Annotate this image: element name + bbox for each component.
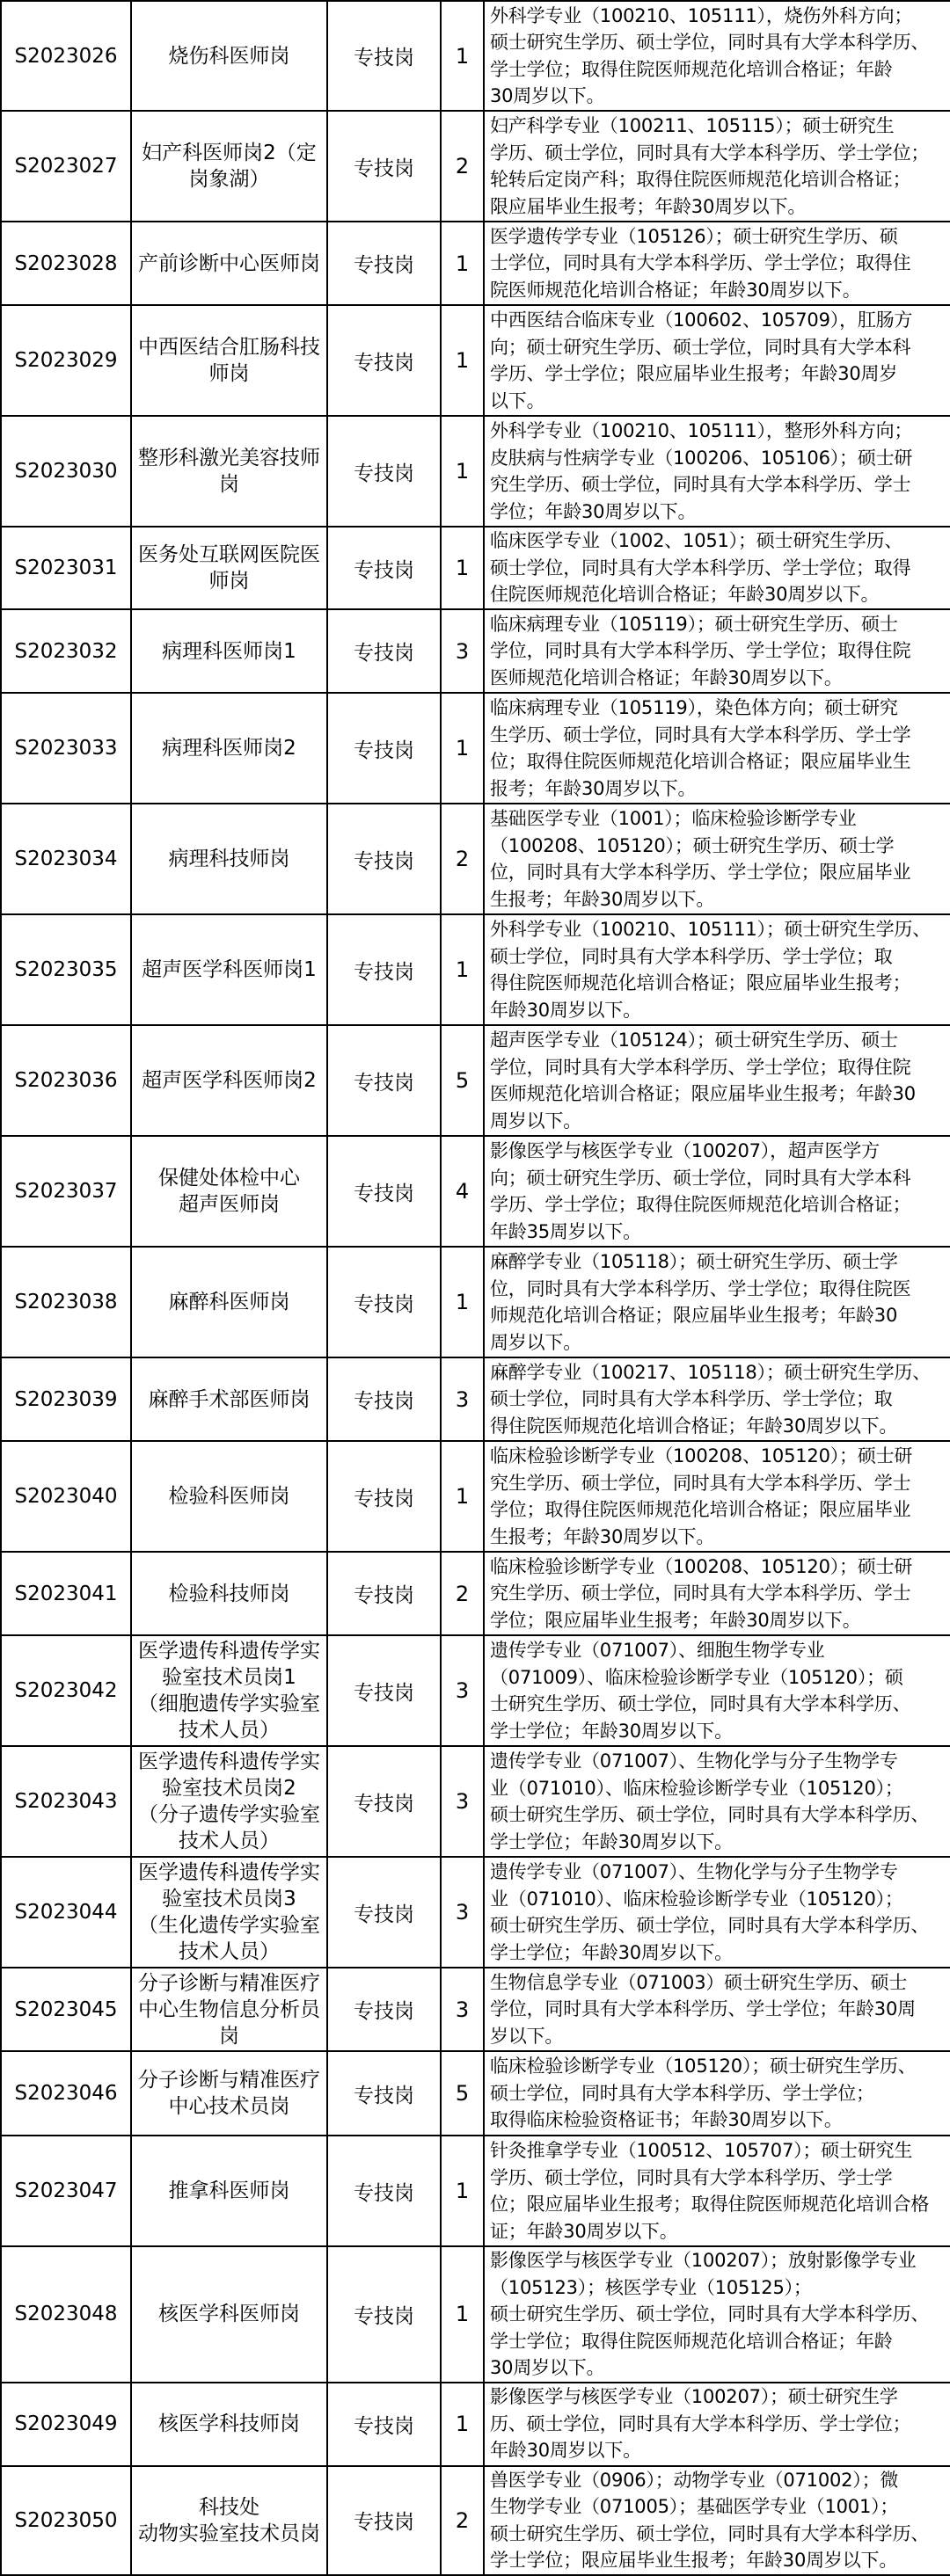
position-type: 专技岗 [327,1247,441,1357]
hiring-count: 3 [441,1746,484,1857]
position-code: S2023026 [1,1,131,111]
position-name: 医学遗传科遗传学实 验室技术员岗2 （分子遗传学实验室 技术人员） [131,1746,327,1857]
position-code: S2023042 [1,1635,131,1746]
table-row [1,693,950,804]
position-code: S2023046 [1,2051,131,2136]
hiring-count: 3 [441,1635,484,1746]
position-type: 专技岗 [327,2466,441,2575]
position-requirements: 麻醉学专业（100217、105118）；硕士研究生学历、 硕士学位，同时具有大学本科学历、学士学位；取 得住院医师规范化培训合格证；年龄30周岁以下。 [484,1357,950,1441]
position-name: 病理科医师岗1 [131,609,327,693]
hiring-count: 1 [441,222,484,305]
position-type: 专技岗 [327,1552,441,1635]
position-code: S2023044 [1,1857,131,1968]
table-row [1,1635,950,1746]
table-row [1,1247,950,1357]
table-row [1,111,950,222]
table-row [1,222,950,305]
position-code: S2023027 [1,111,131,222]
hiring-count: 2 [441,111,484,222]
table-row [1,1857,950,1968]
position-name: 推拿科医师岗 [131,2136,327,2246]
position-code: S2023033 [1,693,131,804]
position-code: S2023049 [1,2383,131,2466]
position-name: 检验科技师岗 [131,1552,327,1635]
hiring-count: 4 [441,1136,484,1247]
position-requirements: 兽医学专业（0906）；动物学专业（071002）；微 生物学专业（071005）；基础医学专业（1001）； 硕士研究生学历、硕士学位，同时具有大学本科学历、 学士学位；限应届毕业生报考；年龄30周岁以下。 [484,2466,950,2575]
position-requirements: 外科学专业（100210、105111），烧伤外科方向； 硕士研究生学历、硕士学位，同时具有大学本科学历、 学士学位；取得住院医师规范化培训合格证；年龄 30周岁以下。 [484,1,950,111]
position-requirements: 临床医学专业（1002、1051）；硕士研究生学历、 硕士学位，同时具有大学本科学历、学士学位；取得 住院医师规范化培训合格证；年龄30周岁以下。 [484,527,950,609]
position-type: 专技岗 [327,111,441,222]
table-row [1,2246,950,2383]
table-row [1,1746,950,1857]
position-name: 医务处互联网医院医 师岗 [131,527,327,609]
position-type: 专技岗 [327,1025,441,1136]
hiring-count: 3 [441,609,484,693]
position-name: 分子诊断与精准医疗 中心生物信息分析员 岗 [131,1968,327,2051]
position-code: S2023035 [1,914,131,1025]
position-name: 病理科医师岗2 [131,693,327,804]
position-type: 专技岗 [327,1635,441,1746]
position-requirements: 麻醉学专业（105118）；硕士研究生学历、硕士学 位，同时具有大学本科学历、学士学位；取得住院医 师规范化培训合格证；限应届毕业生报考；年龄30 周岁以下。 [484,1247,950,1357]
position-requirements: 遗传学专业（071007）、生物化学与分子生物学专 业（071010）、临床检验诊断学专业（105120）； 硕士研究生学历、硕士学位，同时具有大学本科学历、 学士学位；年龄30周岁以下。 [484,1746,950,1857]
position-requirements: 遗传学专业（071007）、细胞生物学专业 （071009）、临床检验诊断学专业（105120）；硕 士研究生学历、硕士学位，同时具有大学本科学历、 学士学位；年龄30周岁以下。 [484,1635,950,1746]
table-row [1,2136,950,2246]
table-body [1,1,950,2575]
hiring-count: 1 [441,305,484,416]
position-requirements: 超声医学专业（105124）；硕士研究生学历、硕士 学位，同时具有大学本科学历、学士学位；取得住院 医师规范化培训合格证；限应届毕业生报考；年龄30 周岁以下。 [484,1025,950,1136]
position-name: 中西医结合肛肠科技 师岗 [131,305,327,416]
hiring-count: 1 [441,2246,484,2383]
position-requirements: 影像医学与核医学专业（100207），超声医学方 向；硕士研究生学历、硕士学位，同时具有大学本科 学历、学士学位；取得住院医师规范化培训合格证； 年龄35周岁以下。 [484,1136,950,1247]
table-row [1,2383,950,2466]
position-type: 专技岗 [327,1857,441,1968]
table-row [1,1136,950,1247]
position-type: 专技岗 [327,222,441,305]
position-name: 麻醉手术部医师岗 [131,1357,327,1441]
position-requirements: 中西医结合临床专业（100602、105709），肛肠方 向；硕士研究生学历、硕士学位，同时具有大学本科 学历、学士学位；限应届毕业生报考；年龄30周岁 以下。 [484,305,950,416]
position-type: 专技岗 [327,2383,441,2466]
table-row [1,609,950,693]
table-row [1,305,950,416]
position-code: S2023032 [1,609,131,693]
position-code: S2023039 [1,1357,131,1441]
position-code: S2023029 [1,305,131,416]
hiring-count: 2 [441,2466,484,2575]
position-name: 核医学科医师岗 [131,2246,327,2383]
position-requirements: 医学遗传学专业（105126）；硕士研究生学历、硕 士学位，同时具有大学本科学历、学士学位；取得住 院医师规范化培训合格证；年龄30周岁以下。 [484,222,950,305]
position-requirements: 外科学专业（100210、105111），整形外科方向； 皮肤病与性病学专业（100206、105106）；硕士研 究生学历、硕士学位，同时具有大学本科学历、学士 学位；年龄30周岁以下。 [484,416,950,527]
hiring-count: 1 [441,1247,484,1357]
table-row [1,1441,950,1552]
position-name: 病理科技师岗 [131,804,327,914]
position-code: S2023036 [1,1025,131,1136]
table-row [1,527,950,609]
position-type: 专技岗 [327,914,441,1025]
hiring-count: 5 [441,1025,484,1136]
hiring-count: 1 [441,914,484,1025]
position-name: 产前诊断中心医师岗 [131,222,327,305]
position-name: 超声医学科医师岗2 [131,1025,327,1136]
position-requirements: 妇产科学专业（100211、105115）；硕士研究生 学历、硕士学位，同时具有大学本科学历、学士学位； 轮转后定岗产科；取得住院医师规范化培训合格证； 限应届毕业生报考；年龄30周岁以下。 [484,111,950,222]
position-name: 超声医学科医师岗1 [131,914,327,1025]
position-requirements: 针灸推拿学专业（100512、105707）；硕士研究生 学历、硕士学位，同时具有大学本科学历、学士学 位；限应届毕业生报考；取得住院医师规范化培训合格 证；年龄30周岁以下。 [484,2136,950,2246]
hiring-count: 3 [441,1968,484,2051]
position-code: S2023028 [1,222,131,305]
position-requirements: 临床检验诊断学专业（100208、105120）；硕士研 究生学历、硕士学位，同时具有大学本科学历、学士 学位；取得住院医师规范化培训合格证；限应届毕业 生报考；年龄30周岁以下。 [484,1441,950,1552]
position-name: 整形科激光美容技师 岗 [131,416,327,527]
position-type: 专技岗 [327,416,441,527]
position-requirements: 临床病理专业（105119），染色体方向；硕士研究 生学历、硕士学位，同时具有大学本科学历、学士学 位；取得住院医师规范化培训合格证；限应届毕业生 报考；年龄30周岁以下。 [484,693,950,804]
position-requirements: 影像医学与核医学专业（100207）；放射影像学专业 （105123）；核医学专业（105125）； 硕士研究生学历、硕士学位，同时具有大学本科学历、 学士学位；取得住院医师规范化培训合格证；年龄 30周岁以下。 [484,2246,950,2383]
table-row [1,2051,950,2136]
table-row [1,1025,950,1136]
position-requirements: 遗传学专业（071007）、生物化学与分子生物学专 业（071010）、临床检验诊断学专业（105120）； 硕士研究生学历、硕士学位，同时具有大学本科学历、 学士学位；年龄30周岁以下。 [484,1857,950,1968]
position-code: S2023031 [1,527,131,609]
hiring-count: 1 [441,2383,484,2466]
hiring-count: 2 [441,1552,484,1635]
position-requirements: 临床检验诊断学专业（105120）；硕士研究生学历、 硕士学位，同时具有大学本科学历、学士学位； 取得临床检验资格证书；年龄30周岁以下。 [484,2051,950,2136]
position-code: S2023047 [1,2136,131,2246]
position-type: 专技岗 [327,1357,441,1441]
hiring-count: 3 [441,1857,484,1968]
table-row [1,1552,950,1635]
position-code: S2023030 [1,416,131,527]
table-row [1,804,950,914]
position-name: 分子诊断与精准医疗 中心技术员岗 [131,2051,327,2136]
position-type: 专技岗 [327,1968,441,2051]
hiring-count: 1 [441,416,484,527]
table-row [1,1357,950,1441]
position-name: 医学遗传科遗传学实 验室技术员岗1 （细胞遗传学实验室 技术人员） [131,1635,327,1746]
table-row [1,1,950,111]
table-row [1,2466,950,2575]
position-requirements: 外科学专业（100210、105111）；硕士研究生学历、 硕士学位，同时具有大学本科学历、学士学位；取 得住院医师规范化培训合格证；限应届毕业生报考； 年龄30周岁以下。 [484,914,950,1025]
hiring-count: 3 [441,1357,484,1441]
position-type: 专技岗 [327,804,441,914]
position-code: S2023040 [1,1441,131,1552]
table-row [1,914,950,1025]
position-requirements: 基础医学专业（1001）；临床检验诊断学专业 （100208、105120）；硕士研究生学历、硕士学 位，同时具有大学本科学历、学士学位；限应届毕业 生报考；年龄30周岁以下。 [484,804,950,914]
table-row [1,1968,950,2051]
position-code: S2023038 [1,1247,131,1357]
position-name: 麻醉科医师岗 [131,1247,327,1357]
position-type: 专技岗 [327,1136,441,1247]
position-name: 科技处 动物实验室技术员岗 [131,2466,327,2575]
hiring-count: 1 [441,1441,484,1552]
position-type: 专技岗 [327,2051,441,2136]
position-type: 专技岗 [327,1441,441,1552]
hiring-count: 1 [441,1,484,111]
position-type: 专技岗 [327,1,441,111]
position-type: 专技岗 [327,1746,441,1857]
position-type: 专技岗 [327,2246,441,2383]
position-code: S2023043 [1,1746,131,1857]
position-requirements: 生物信息学专业（071003）硕士研究生学历、硕士 学位，同时具有大学本科学历、学士学位；年龄30周 岁以下。 [484,1968,950,2051]
hiring-count: 1 [441,2136,484,2246]
position-name: 检验科医师岗 [131,1441,327,1552]
position-code: S2023034 [1,804,131,914]
position-code: S2023045 [1,1968,131,2051]
position-type: 专技岗 [327,609,441,693]
hiring-count: 5 [441,2051,484,2136]
position-type: 专技岗 [327,693,441,804]
position-type: 专技岗 [327,527,441,609]
position-name: 烧伤科医师岗 [131,1,327,111]
position-name: 核医学科技师岗 [131,2383,327,2466]
position-name: 医学遗传科遗传学实 验室技术员岗3 （生化遗传学实验室 技术人员） [131,1857,327,1968]
position-code: S2023037 [1,1136,131,1247]
position-code: S2023050 [1,2466,131,2575]
position-requirements: 临床检验诊断学专业（100208、105120）；硕士研 究生学历、硕士学位，同时具有大学本科学历、学士 学位；限应届毕业生报考；年龄30周岁以下。 [484,1552,950,1635]
hiring-count: 1 [441,527,484,609]
position-name: 保健处体检中心 超声医师岗 [131,1136,327,1247]
position-requirements: 影像医学与核医学专业（100207）；硕士研究生学 历、硕士学位，同时具有大学本科学历、学士学位； 年龄30周岁以下。 [484,2383,950,2466]
position-code: S2023048 [1,2246,131,2383]
position-name: 妇产科医师岗2（定 岗象湖） [131,111,327,222]
hiring-count: 1 [441,693,484,804]
hiring-count: 2 [441,804,484,914]
position-requirements: 临床病理专业（105119）；硕士研究生学历、硕士 学位，同时具有大学本科学历、学士学位；取得住院 医师规范化培训合格证；年龄30周岁以下。 [484,609,950,693]
table-row [1,416,950,527]
position-type: 专技岗 [327,2136,441,2246]
position-code: S2023041 [1,1552,131,1635]
position-type: 专技岗 [327,305,441,416]
